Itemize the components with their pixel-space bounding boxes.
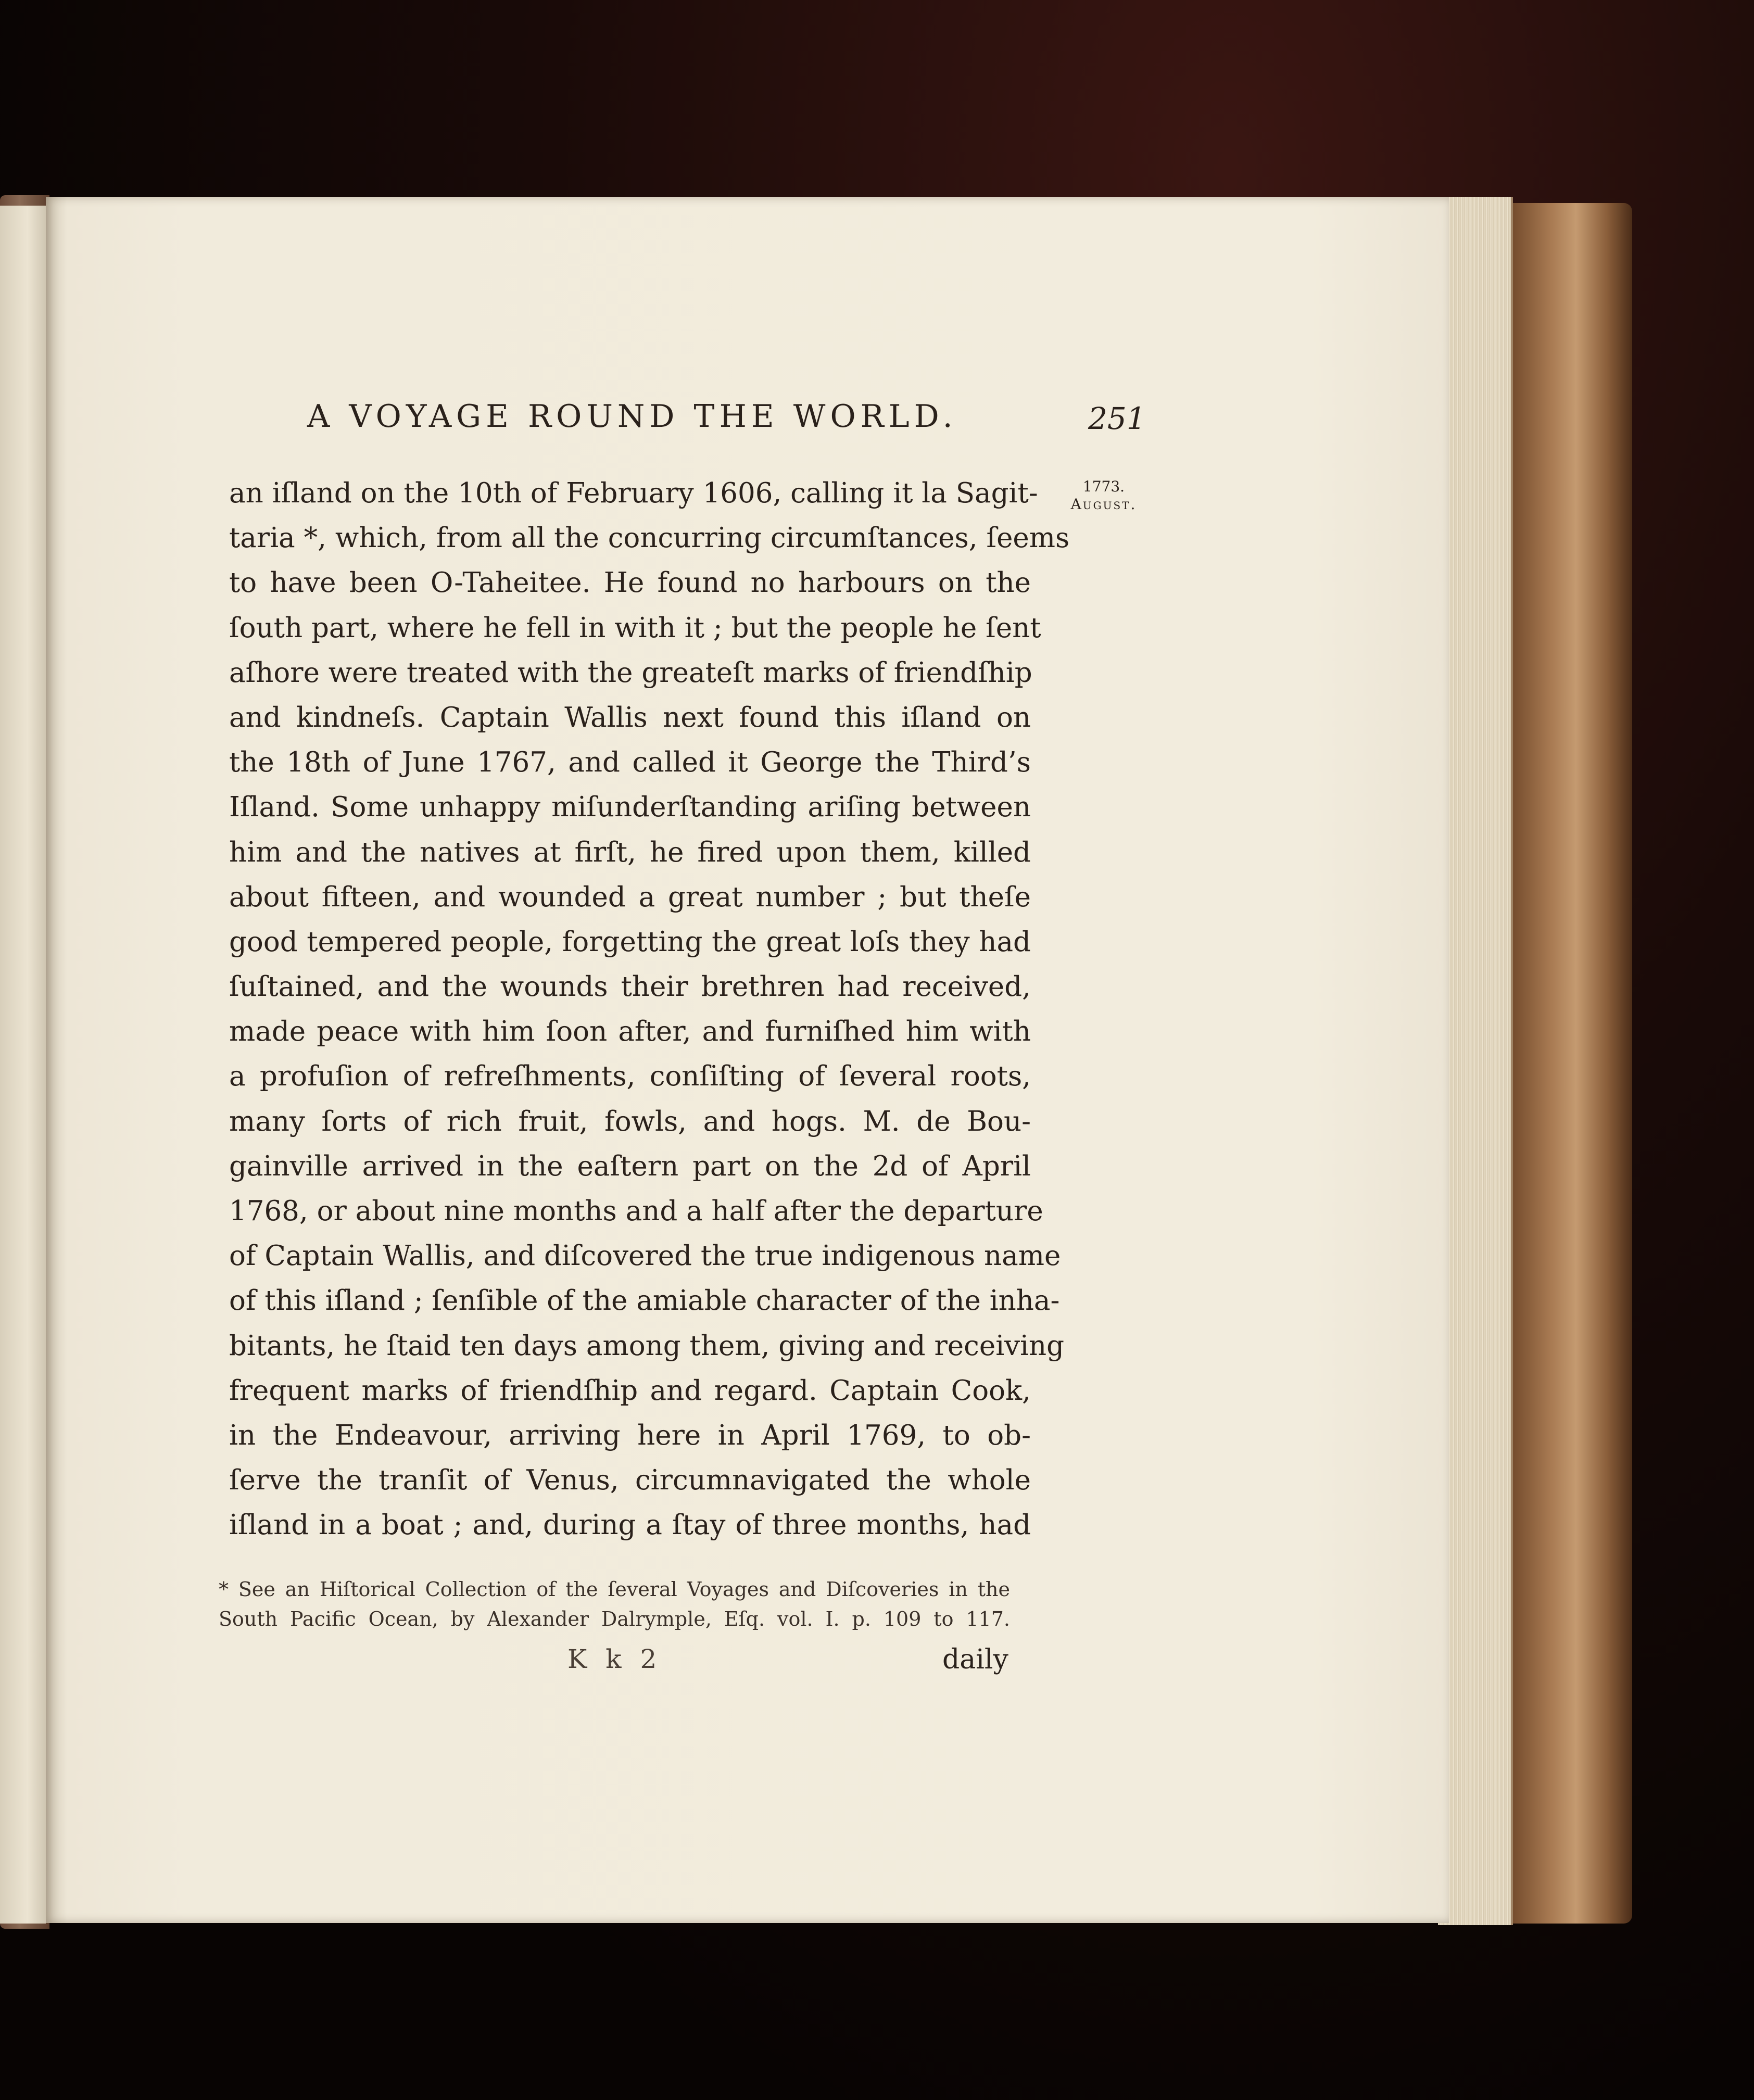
body-line: gainville arrived in the eaſtern part on the 2d of April [229,1150,1031,1182]
printer-signature: K k 2 [567,1644,662,1674]
body-line: and kindneſs. Captain Wallis next found this iſland on [229,701,1031,733]
footnote-line: South Pacific Ocean, by Alexander Dalrymple, Eſq. vol. I. p. 109 to 117. [219,1608,1010,1630]
body-line: of this iſland ; ſenſible of the amiable character of the inha- [229,1285,1060,1317]
body-line: him and the natives at firſt, he fired upon them, killed [229,836,1031,868]
margin-date-note [1057,478,1151,513]
body-line: to have been O-Taheitee. He found no harbours on the [229,567,1031,599]
body-line: ſuſtained, and the wounds their brethren had received, [229,971,1031,1003]
body-line: 1768, or about nine months and a half after the departure [229,1195,1043,1227]
right-book-cover [1507,203,1632,1924]
left-page-edge [0,206,46,1924]
body-line: iſland in a boat ; and, during a ſtay of three months, had [229,1509,1031,1541]
body-text [229,471,1070,1548]
body-line: ſerve the tranſit of Venus, circumnavigated the whole [229,1464,1031,1497]
body-line: in the Endeavour, arriving here in April 1769, to ob- [229,1419,1031,1451]
body-line: taria *, which, from all the concurring circumſtances, ſeems [229,522,1070,554]
body-line: many ſorts of rich fruit, fowls, and hogs. M. de Bou- [229,1105,1031,1137]
margin-month: August. [1070,496,1137,513]
catchword: daily [942,1644,1008,1675]
body-line: the 18th of June 1767, and called it George the Third’s [229,747,1031,779]
body-line: ſouth part, where he fell in with it ; but the people he ſent [229,612,1041,644]
body-line: Iſland. Some unhappy miſunderſtanding ariſing between [229,791,1031,824]
footnote-line: * See an Hiſtorical Collection of the ſeveral Voyages and Diſcoveries in the [219,1578,1010,1601]
body-line: an iſland on the 10th of February 1606, calling it la Sagit- [229,477,1038,509]
body-line: aſhore were treated with the greateſt marks of friendſhip [229,656,1032,689]
body-line: a profuſion of refreſhments, conſiſting of ſeveral roots, [229,1060,1031,1093]
body-line: frequent marks of friendſhip and regard. Captain Cook, [229,1374,1031,1407]
body-line: made peace with him ſoon after, and furniſhed him with [229,1016,1031,1048]
body-line: about fifteen, and wounded a great number ; but theſe [229,881,1031,913]
footnote [219,1575,1010,1634]
page-number: 251 [1088,401,1146,436]
margin-year: 1773. [1082,478,1125,495]
page-block-edges [1438,197,1513,1925]
body-line: bitants, he ſtaid ten days among them, giving and receiving [229,1330,1065,1362]
body-line: of Captain Wallis, and diſcovered the true indigenous name [229,1240,1061,1272]
body-line: good tempered people, forgetting the great loſs they had [229,926,1031,958]
running-head: A VOYAGE ROUND THE WORLD. [307,398,957,435]
